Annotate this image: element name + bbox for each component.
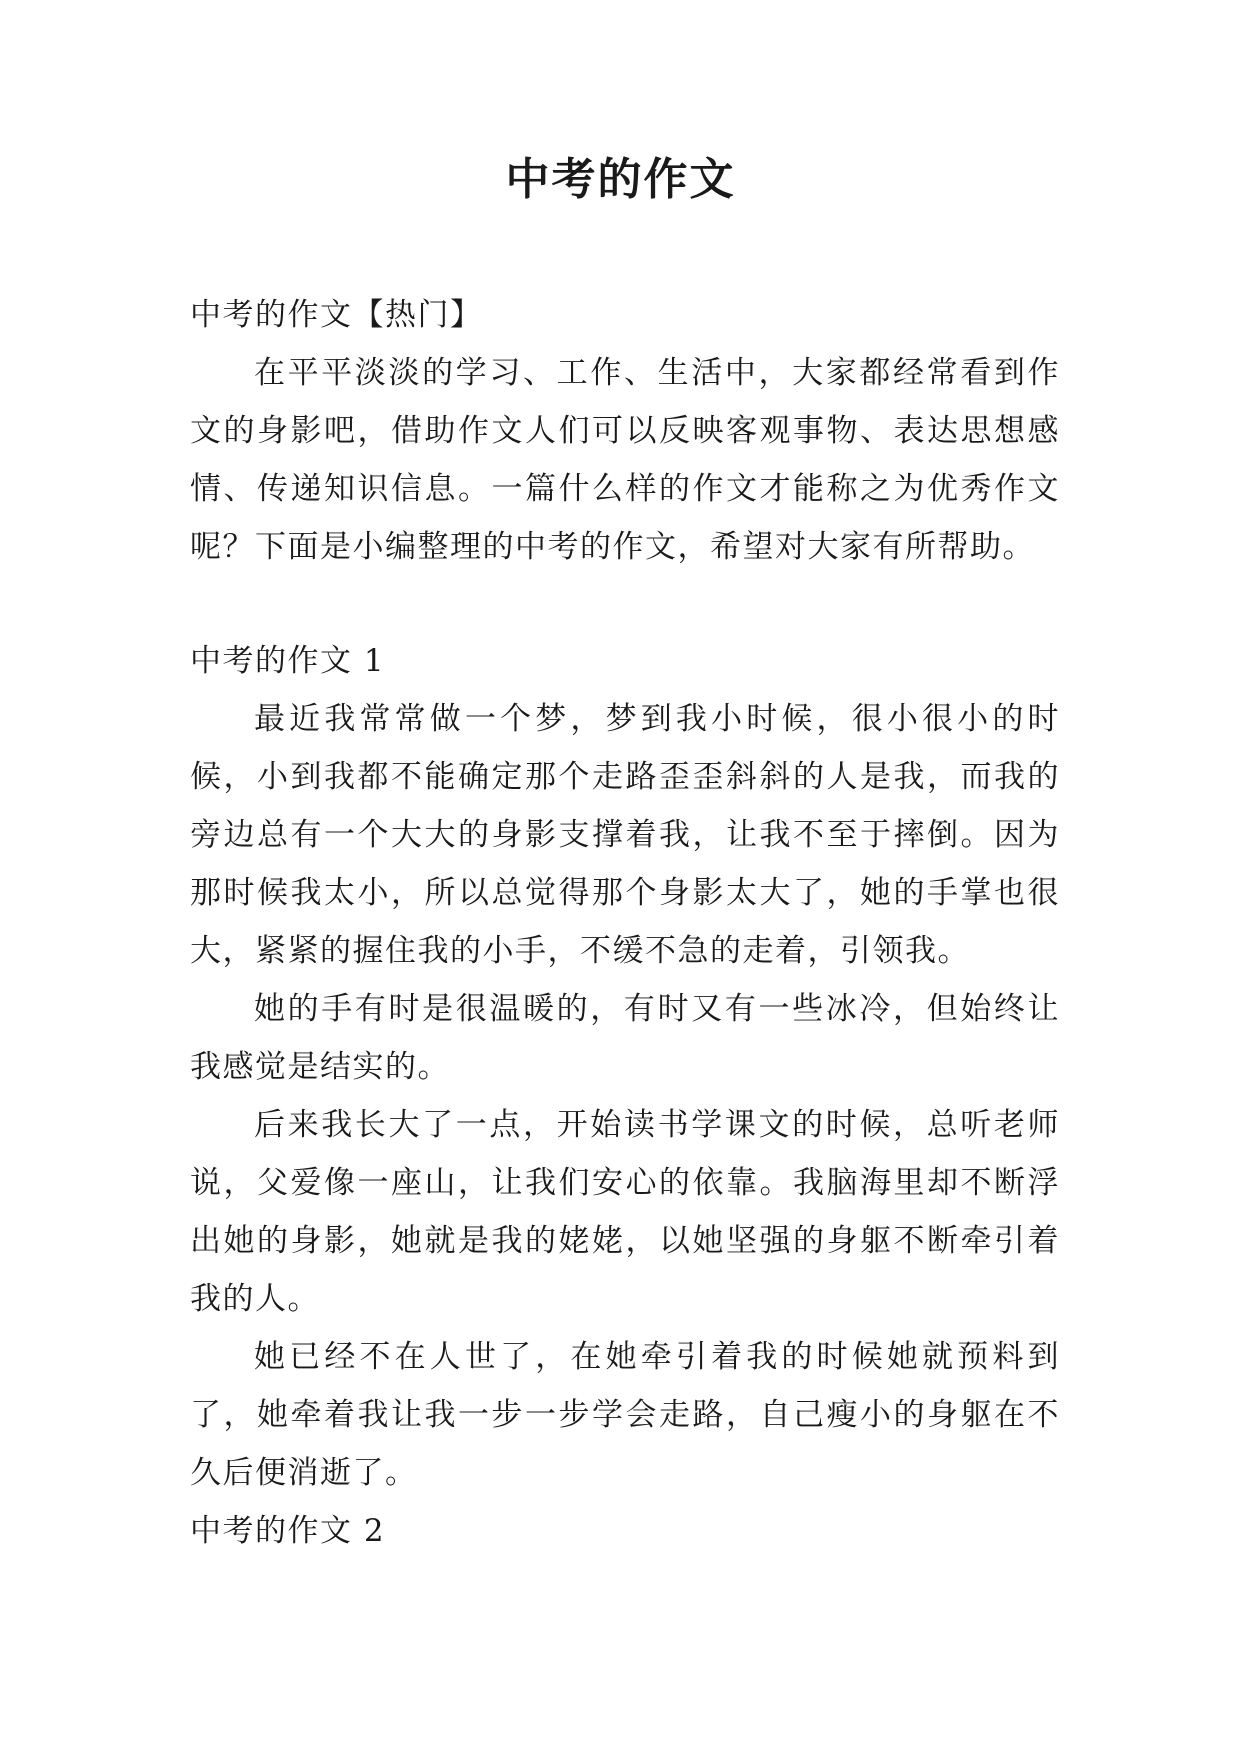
essay-1-paragraph: 她的手有时是很温暖的，有时又有一些冰冷，但始终让我感觉是结实的。 <box>190 991 1060 1085</box>
essay-1-heading: 中考的作文 1 <box>190 643 386 679</box>
section-spacer <box>190 576 1060 632</box>
document-body <box>190 286 1060 1560</box>
document-subtitle: 中考的作文【热门】 <box>190 297 483 333</box>
essay-1-paragraph: 她已经不在人世了，在她牵引着我的时候她就预料到了，她牵着我让我一步一步学会走路，自己瘦小的身躯在不久后便消逝了。 <box>190 1339 1060 1491</box>
essay-1-paragraph: 后来我长大了一点，开始读书学课文的时候，总听老师说，父爱像一座山，让我们安心的依靠。我脑海里却不断浮出她的身影，她就是我的姥姥，以她坚强的身躯不断牵引着我的人。 <box>190 1107 1060 1317</box>
intro-paragraph: 在平平淡淡的学习、工作、生活中，大家都经常看到作文的身影吧，借助作文人们可以反映客观事物、表达思想感情、传递知识信息。一篇什么样的作文才能称之为优秀作文呢？下面是小编整理的中考的作文，希望对大家有所帮助。 <box>190 355 1060 565</box>
document-title: 中考的作文 <box>505 154 736 205</box>
essay-2-heading: 中考的作文 2 <box>190 1513 386 1549</box>
essay-1-paragraph: 最近我常常做一个梦，梦到我小时候，很小很小的时候，小到我都不能确定那个走路歪歪斜斜的人是我，而我的旁边总有一个大大的身影支撑着我，让我不至于摔倒。因为那时候我太小，所以总觉得那个身影太大了，她的手掌也很大，紧紧的握住我的小手，不缓不急的走着，引领我。 <box>190 701 1060 969</box>
